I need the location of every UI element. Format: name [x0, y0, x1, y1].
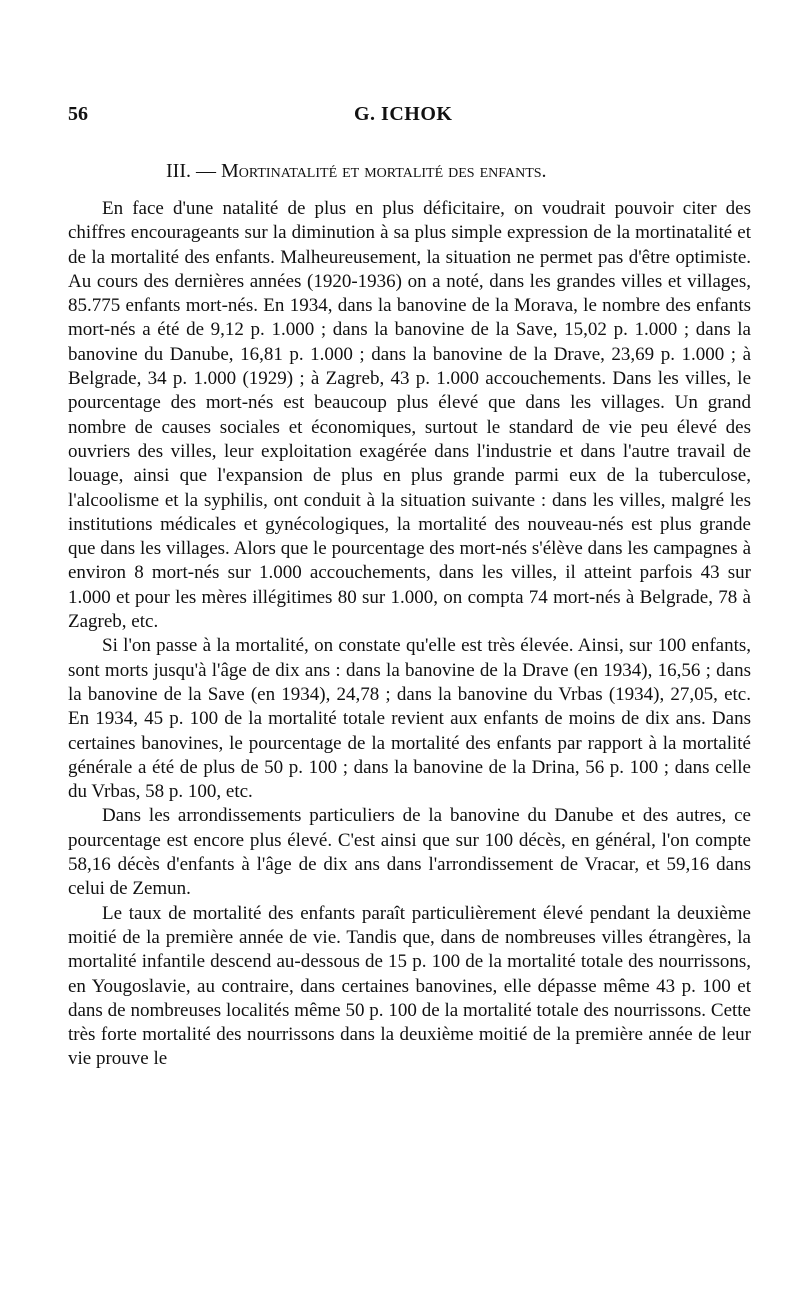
- running-head: G. ICHOK: [354, 103, 453, 125]
- page-header: [68, 103, 760, 131]
- body-text: [68, 197, 751, 1072]
- paragraph: Si l'on passe à la mortalité, on constate qu'elle est très élevée. Ainsi, sur 100 enfants, sont morts jusqu'à l'âge de dix ans : dans la banovine de la Drave (en 1934), 16,56 ; dans la banovine de la Save (en 1934), 24,78 ; dans la banovine du Vrbas (1934), 27,05, etc. En 1934, 45 p. 100 de la mortalité totale revient aux enfants de moins de dix ans. Dans certaines banovines, le pourcentage de la mortalité des enfants par rapport à la mortalité générale a été de plus de 50 p. 100 ; dans la banovine de la Drina, 56 p. 100 ; dans celle du Vrbas, 58 p. 100, etc.: [68, 635, 751, 803]
- section-title: Mortinatalité et mortalité des enfants.: [220, 160, 547, 182]
- section-number: III.: [166, 160, 191, 182]
- paragraph: Le taux de mortalité des enfants paraît particulièrement élevé pendant la deuxième moitié de la première année de vie. Tandis que, dans de nombreuses villes étrangères, la mortalité infantile descend au-dessous de 15 p. 100 de la mortalité totale des nourrissons, en Yougoslavie, au contraire, dans certaines banovines, elle dépasse même 43 p. 100 et dans de nombreuses localités même 50 p. 100 de la mortalité totale des nourrissons. Cette très forte mortalité des nourrissons dans la deuxième moitié de la première année de leur vie prouve le: [68, 902, 751, 1070]
- page-number: 56: [68, 103, 88, 125]
- section-heading: [166, 160, 547, 183]
- paragraph: Dans les arrondissements particuliers de la banovine du Danube et des autres, ce pourcentage est encore plus élevé. C'est ainsi que sur 100 décès, en général, l'on compte 58,16 décès d'enfants à l'âge de dix ans dans l'arrondissement de Vracar, et 59,16 dans celui de Zemun.: [68, 805, 751, 900]
- section-dash: —: [195, 160, 216, 182]
- paragraph: En face d'une natalité de plus en plus déficitaire, on voudrait pouvoir citer des chiffres encourageants sur la diminution à sa plus simple expression de la mortinatalité et de la mortalité des enfants. Malheureusement, la situation ne permet pas d'être optimiste. Au cours des dernières années (1920-1936) on a noté, dans les grandes villes et villages, 85.775 enfants mort-nés. En 1934, dans la banovine de la Morava, le nombre des enfants mort-nés a été de 9,12 p. 1.000 ; dans la banovine de la Save, 15,02 p. 1.000 ; dans la banovine du Danube, 16,81 p. 1.000 ; dans la banovine de la Drave, 23,69 p. 1.000 ; à Belgrade, 34 p. 1.000 (1929) ; à Zagreb, 43 p. 1.000 accouchements. Dans les villes, le pourcentage des mort-nés est beaucoup plus élevé que dans les villages. Un grand nombre de causes sociales et économiques, surtout le standard de vie peu élevé des ouvriers des villes, leur exploitation exagérée dans l'industrie et dans l'autre travail de louage, ainsi que l'expansion de plus en plus grande parmi eux de la tuberculose, l'alcoolisme et la syphilis, ont conduit à la situation suivante : dans les villes, malgré les institutions médicales et gynécologiques, la mortalité des nouveau-nés est plus grande que dans les villages. Alors que le pourcentage des mort-nés s'élève dans les campagnes à environ 8 mort-nés sur 1.000 accouchements, dans les villes, il atteint parfois 43 sur 1.000 et pour les mères illégitimes 80 sur 1.000, on compta 74 mort-nés à Belgrade, 78 à Zagreb, etc.: [68, 198, 751, 633]
